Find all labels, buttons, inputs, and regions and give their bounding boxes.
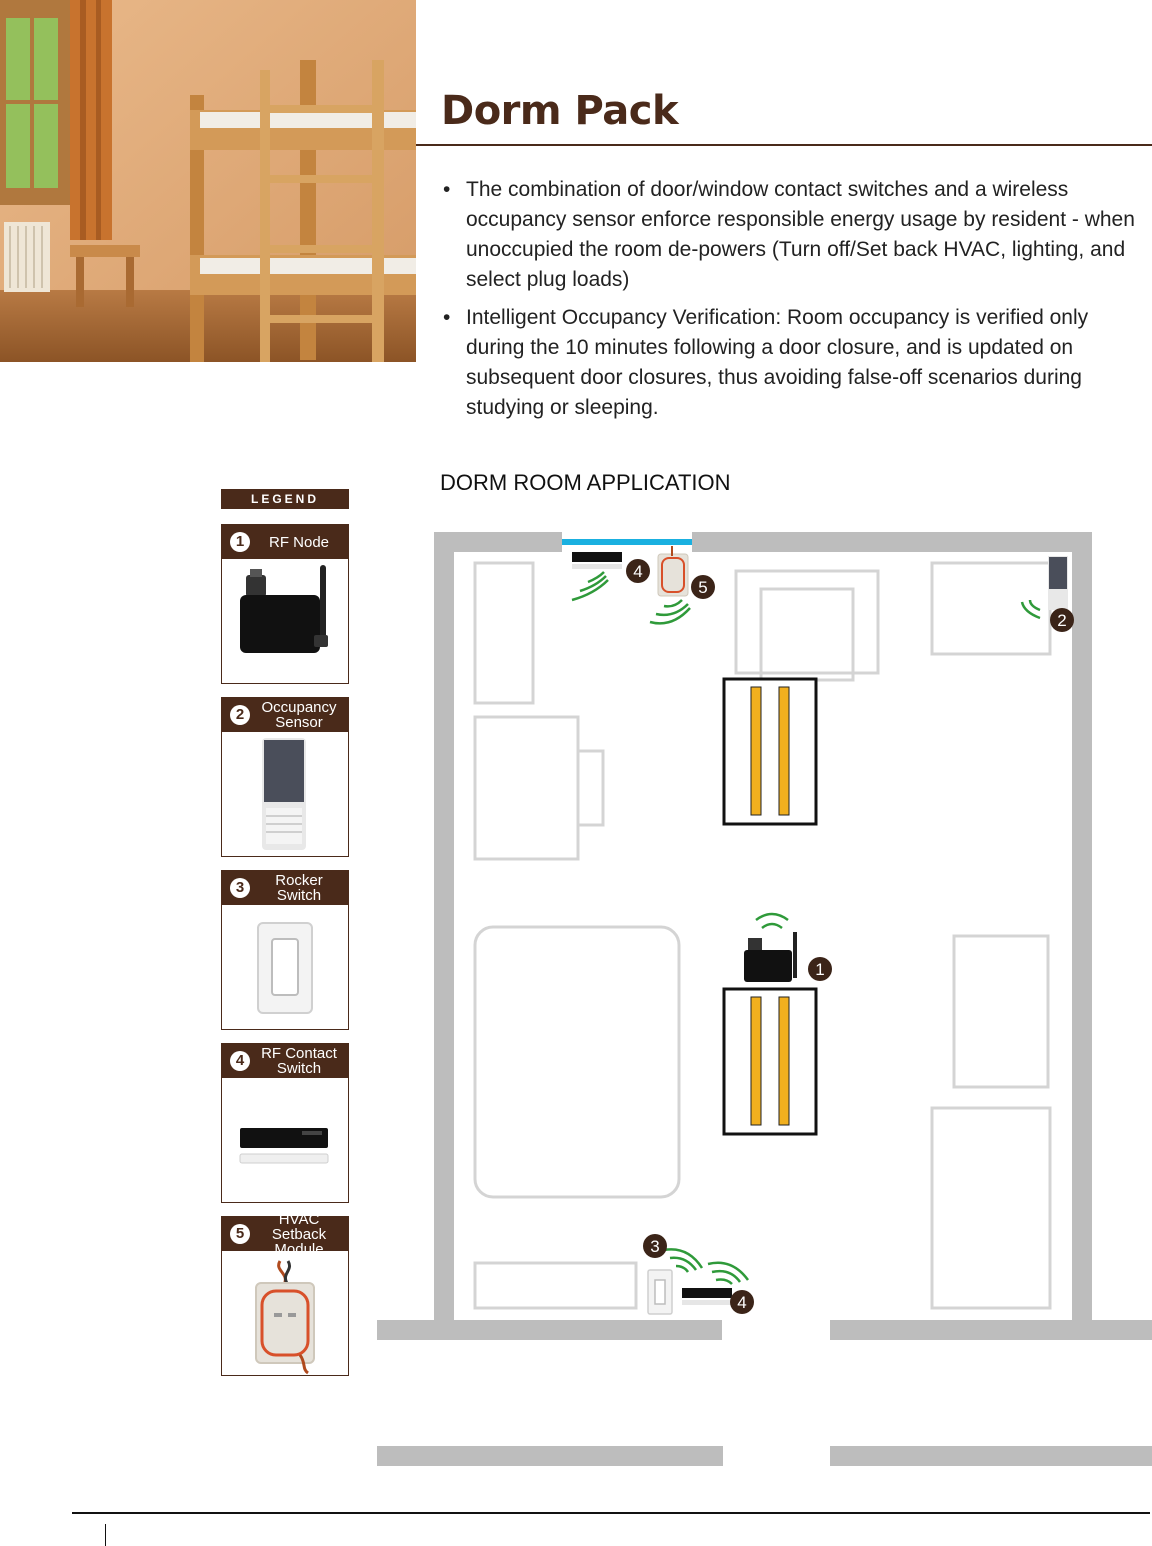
light-fixture-top bbox=[724, 679, 816, 824]
marker-number: 2 bbox=[1057, 611, 1067, 630]
footer-divider bbox=[72, 1512, 1150, 1514]
marker-number: 5 bbox=[698, 578, 708, 597]
bullet-text: The combination of door/window contact switches and a wireless occupancy sensor enforce responsible energy usage by resident - when unoccupied the room de-powers (Turn off/Set back HVAC, lighting, and select plug loads) bbox=[466, 178, 1135, 291]
bullet-text: Intelligent Occupancy Verification: Room occupancy is verified only during the 10 minutes following a door closure, and is updated on subsequent door closures, thus avoiding false-off scenarios during studying or sleeping. bbox=[466, 306, 1089, 419]
footer-tick bbox=[105, 1524, 106, 1546]
section-heading: DORM ROOM APPLICATION bbox=[440, 470, 731, 495]
legend-header: LEGEND bbox=[221, 489, 349, 509]
marker-number: 1 bbox=[815, 960, 825, 979]
legend-label: Rocker Switch bbox=[275, 872, 323, 904]
legend-number: 4 bbox=[230, 1051, 250, 1071]
legend-label: RF Node bbox=[268, 533, 330, 551]
marker-number: 4 bbox=[633, 562, 643, 581]
legend-number: 2 bbox=[230, 705, 250, 725]
bullet-dot: • bbox=[443, 306, 451, 329]
legend-number: 3 bbox=[230, 878, 250, 898]
bullet-dot: • bbox=[443, 178, 451, 201]
rf-contact-switch-top-icon bbox=[572, 552, 622, 600]
page-title: Dorm Pack bbox=[441, 88, 679, 134]
legend-number: 5 bbox=[230, 1224, 250, 1244]
rf-node-plan-icon bbox=[744, 914, 797, 982]
marker-rf-node bbox=[808, 957, 832, 981]
marker-rocker-switch bbox=[643, 1234, 667, 1258]
light-fixture-bottom bbox=[724, 989, 816, 1134]
furniture bbox=[475, 563, 1050, 1308]
marker-contact-bottom bbox=[730, 1290, 754, 1314]
marker-number: 4 bbox=[737, 1293, 747, 1312]
hvac-module-top-icon bbox=[650, 546, 690, 623]
marker-contact-top bbox=[626, 559, 650, 583]
marker-hvac-module bbox=[691, 575, 715, 599]
marker-number: 3 bbox=[650, 1237, 660, 1256]
legend-label: RF Contact Switch bbox=[261, 1045, 337, 1077]
legend-number: 1 bbox=[230, 532, 250, 552]
window bbox=[562, 539, 692, 545]
legend-label: HVAC Setback Module bbox=[271, 1210, 327, 1258]
legend-label: Occupancy Sensor bbox=[261, 699, 337, 731]
marker-occupancy-sensor bbox=[1050, 608, 1074, 632]
